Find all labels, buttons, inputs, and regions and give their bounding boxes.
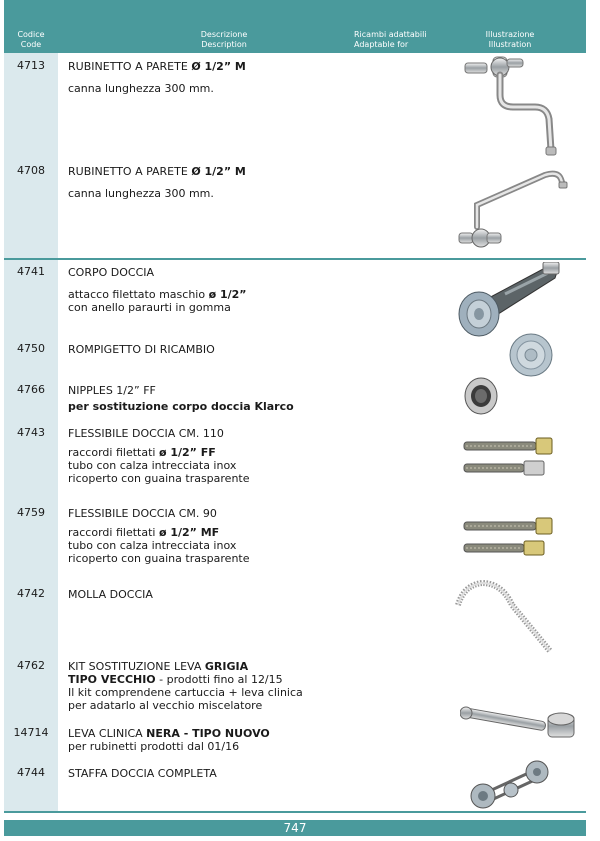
header-desc-it: Descrizione	[200, 30, 248, 39]
item-description	[68, 343, 368, 356]
clinical-lever-icon	[460, 697, 578, 749]
item-detail: - prodotti fino al 12/15	[155, 673, 283, 686]
header-description	[144, 30, 304, 50]
item-detail: canna lunghezza 300 mm.	[68, 187, 214, 200]
item-title: FLESSIBILE DOCCIA CM. 110	[68, 427, 224, 440]
item-description	[68, 767, 368, 780]
item-description	[68, 588, 368, 601]
item-detail-bold: ø 1/2” MF	[158, 526, 220, 539]
item-title-bold: NERA - TIPO NUOVO	[146, 727, 270, 740]
flexible-hose-110-icon	[462, 436, 557, 486]
item-code: 4762	[17, 659, 45, 672]
header-ill-en: Illustration	[488, 40, 532, 49]
header-code-en: Code	[20, 40, 42, 49]
header-desc-en: Description	[201, 40, 247, 49]
item-title: LEVA CLINICA	[68, 727, 147, 740]
section-divider	[4, 258, 586, 260]
item-code: 4708	[17, 164, 45, 177]
item-title: KIT SOSTITUZIONE LEVA	[68, 660, 205, 673]
item-code: 4750	[17, 342, 45, 355]
item-title: FLESSIBILE DOCCIA CM. 90	[68, 507, 217, 520]
item-description	[68, 266, 368, 314]
item-title: CORPO DOCCIA	[68, 266, 155, 279]
item-detail-bold: ø 1/2”	[208, 288, 247, 301]
item-detail: tubo con calza intrecciata inox	[68, 459, 237, 472]
item-description	[68, 727, 368, 753]
header-code-it: Codice	[17, 30, 45, 39]
item-description	[68, 60, 368, 95]
item-description	[68, 507, 368, 565]
item-detail: canna lunghezza 300 mm.	[68, 82, 214, 95]
item-description	[68, 660, 368, 712]
shower-body-icon	[455, 262, 565, 340]
header-code	[4, 30, 58, 50]
header-ricambi-en: Adaptable for	[354, 40, 409, 49]
flexible-hose-90-icon	[462, 516, 557, 566]
item-detail: per rubinetti prodotti dal 01/16	[68, 740, 240, 753]
item-detail: tubo con calza intrecciata inox	[68, 539, 237, 552]
item-code: 14714	[13, 726, 49, 739]
item-code: 4741	[17, 265, 45, 278]
item-title: STAFFA DOCCIA COMPLETA	[68, 767, 217, 780]
header-illustration	[454, 30, 566, 50]
item-detail-bold: per sostituzione corpo doccia Klarco	[68, 400, 294, 413]
page-number: 747	[283, 821, 307, 835]
item-title: ROMPIGETTO DI RICAMBIO	[68, 343, 215, 356]
item-title-bold: GRIGIA	[204, 660, 249, 673]
item-title: NIPPLES 1/2” FF	[68, 384, 156, 397]
item-title: RUBINETTO A PARETE	[68, 165, 192, 178]
item-detail: con anello paraurti in gomma	[68, 301, 231, 314]
shower-bracket-icon	[465, 758, 555, 810]
item-title-bold: Ø 1/2” M	[191, 60, 246, 73]
item-title: RUBINETTO A PARETE	[68, 60, 192, 73]
item-title-bold: Ø 1/2” M	[191, 165, 246, 178]
item-code: 4742	[17, 587, 45, 600]
aerator-icon	[508, 332, 554, 378]
nipple-icon	[463, 376, 499, 416]
item-detail: attacco filettato maschio	[68, 288, 209, 301]
page-footer	[4, 820, 586, 836]
header-ricambi	[354, 30, 434, 50]
wall-faucet-straight-icon	[455, 165, 570, 255]
table-header	[4, 27, 586, 53]
header-ill-it: Illustrazione	[485, 30, 535, 39]
item-detail: raccordi filettati	[68, 446, 159, 459]
item-code: 4766	[17, 383, 45, 396]
item-code: 4713	[17, 59, 45, 72]
item-detail-bold: ø 1/2” FF	[158, 446, 216, 459]
item-description	[68, 427, 368, 485]
item-description	[68, 165, 368, 200]
item-detail: ricoperto con guaina trasparente	[68, 472, 250, 485]
item-description	[68, 384, 368, 413]
item-code: 4743	[17, 426, 45, 439]
item-code: 4744	[17, 766, 45, 779]
item-detail: per adatarlo al vecchio miscelatore	[68, 699, 263, 712]
header-ricambi-it: Ricambi adattabili	[354, 30, 427, 39]
section-divider	[4, 811, 586, 813]
item-code: 4759	[17, 506, 45, 519]
item-detail: Il kit comprendene cartuccia + leva clinica	[68, 686, 303, 699]
wall-faucet-curved-icon	[455, 55, 565, 160]
item-detail-bold: TIPO VECCHIO	[68, 673, 156, 686]
item-detail: raccordi filettati	[68, 526, 159, 539]
top-band	[4, 0, 586, 27]
item-detail: ricoperto con guaina trasparente	[68, 552, 250, 565]
shower-spring-icon	[452, 575, 562, 660]
item-title: MOLLA DOCCIA	[68, 588, 153, 601]
